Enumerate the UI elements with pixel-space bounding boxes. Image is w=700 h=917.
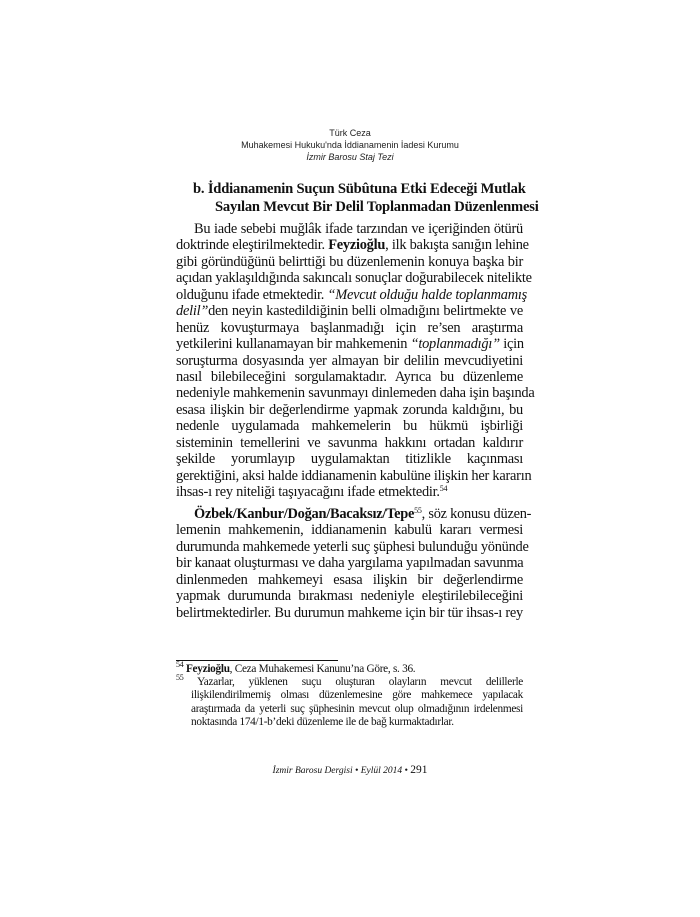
header-line-2: Muhakemesi Hukuku'nda İddianamenin İadesi Kurumu	[241, 140, 459, 150]
text-segment: gerektiğini, aksi halde iddianamenin kabulüne ilişkin her kararın	[176, 467, 532, 484]
text-segment: lemenin mahkemenin, iddianamenin kabulü kararı vermesi	[176, 522, 523, 539]
text-line	[176, 506, 532, 522]
page-number: 291	[410, 764, 428, 776]
text-line	[176, 369, 523, 385]
text-line	[176, 605, 523, 621]
text-line	[176, 538, 529, 555]
journal-issue: Eylül 2014	[360, 766, 403, 776]
text-segment: Bu iade sebebi muğlâk ifade tarzından ve içeriğinden ötürü	[194, 221, 523, 237]
quoted-text: “Mevcut olduğu halde toplanmamış	[327, 286, 527, 303]
text-segment: bir kanaat oluşturması ve daha yargılama yapılmadan savunma	[176, 555, 524, 572]
text-line	[176, 435, 523, 451]
text-segment: , Ceza Muhakemesi Kanunu’na Göre, s. 36.	[229, 663, 416, 675]
text-line	[176, 336, 523, 352]
footnote-0	[176, 660, 523, 676]
text-line	[176, 385, 535, 402]
text-segment: yetkilerini kullanamayan bir mahkemenin	[176, 336, 411, 353]
text-line	[176, 484, 523, 500]
text-segment: den neyin kastedildiğinin belli olmadığını belirtmekte ve	[208, 303, 523, 320]
footnote-ref: 54	[176, 660, 184, 669]
footnote-line	[176, 673, 523, 689]
author-name: Feyzioğlu	[185, 663, 230, 675]
text-line	[176, 467, 532, 484]
text-line	[176, 353, 523, 369]
text-line	[176, 320, 523, 336]
text-segment: esasa ilişkin bir değerlendirme yapmak zorunda kaldığını, bu	[176, 401, 523, 418]
text-segment: noktasında 174/1-b’deki düzenleme ile de bağ kurmaktadırlar.	[191, 715, 454, 728]
page-footer	[0, 764, 700, 776]
text-segment: doktrinde eleştirilmektedir.	[176, 237, 329, 254]
text-line	[176, 237, 529, 254]
text-segment: sisteminin temellerini ve savunma hakkını ortadan kaldırır	[176, 434, 523, 451]
text-segment: belirtmektedirler. Bu durumun mahkeme için bir tür ihsas-ı rey	[176, 604, 523, 621]
heading-line-2: Sayılan Mevcut Bir Delil Toplanmadan Düzenlenmesi	[215, 199, 539, 215]
text-line	[176, 572, 523, 588]
heading-line-1: b. İddianamenin Suçun Sübûtuna Etki Edeceği Mutlak	[193, 181, 526, 197]
text-line	[176, 221, 523, 237]
quoted-text: “toplanmadığı”	[410, 336, 500, 353]
text-segment: durumunda mahkemede yeterli suç şüphesi bulunduğu yönünde	[176, 538, 529, 555]
text-line	[176, 402, 523, 418]
text-line	[176, 254, 523, 270]
text-segment: nedeniyle mahkemenin savunmayı dinlemeden daha işin başında	[176, 385, 535, 402]
text-line	[176, 451, 523, 467]
text-line	[176, 418, 523, 434]
text-line	[176, 522, 523, 538]
text-segment: , söz konusu düzen-	[421, 506, 532, 522]
footer-separator: •	[402, 766, 411, 776]
footnotes	[176, 660, 523, 729]
text-segment: olduğunu ifade etmektedir.	[176, 286, 328, 303]
header-line-1: Türk Ceza	[329, 128, 371, 138]
author-name: Özbek/Kanbur/Doğan/Bacaksız/Tepe	[194, 506, 415, 522]
text-segment: soruşturma dosyasında yer almayan bir delilin mevcudiyetini	[176, 352, 523, 369]
text-line	[176, 303, 523, 319]
footnote-line	[176, 689, 523, 702]
footnote-ref: 55	[414, 506, 422, 515]
footnote-1	[176, 673, 523, 729]
text-line	[176, 286, 527, 303]
footnote-line	[176, 716, 523, 729]
footnote-line	[176, 660, 523, 676]
section-heading	[193, 180, 539, 216]
paragraph-1	[176, 221, 535, 500]
text-segment: Yazarlar, yüklenen suçu oluşturan olayların mevcut delillerle	[183, 676, 523, 689]
text-segment: için	[499, 336, 524, 353]
text-segment: henüz kovuşturmaya başlanmadığı için re’sen araştırma	[176, 319, 523, 336]
text-segment: gibi göründüğünü belirttiği bu düzenlemenin konuya başka bir	[176, 253, 523, 270]
text-segment: nedenle uygulamada mahkemelerin bu hükmü işbirliği	[176, 418, 523, 435]
journal-name: İzmir Barosu Dergisi	[272, 766, 353, 776]
text-segment: şekilde yorumlayıp uygulamaktan titizlikle kaçınması	[176, 451, 523, 468]
footnote-ref: 54	[439, 484, 448, 493]
running-header	[0, 127, 700, 163]
header-line-3: İzmir Barosu Staj Tezi	[306, 152, 394, 162]
text-line	[176, 588, 523, 604]
quoted-text: delil”	[176, 303, 209, 320]
text-segment: yapmak durumunda bırakması nedeniyle eleştirilebileceğini	[176, 588, 523, 605]
text-line	[176, 270, 532, 287]
text-segment: açıdan yaklaşıldığında sakıncalı sonuçlar doğurabilecek nitelikte	[176, 270, 532, 287]
footer-separator: •	[352, 766, 361, 776]
paragraph-2	[176, 506, 532, 621]
text-segment: ihsas-ı rey niteliği taşıyacağını ifade etmektedir.	[176, 484, 440, 500]
footnote-line	[176, 703, 523, 716]
footnote-ref: 55	[176, 673, 184, 683]
text-segment: nasıl bilebileceğini sorgulamaktadır. Ayrıca bu düzenleme	[176, 368, 523, 385]
author-name: Feyzioğlu	[328, 237, 386, 254]
text-segment: araştırmada da yeterli suç şüphesinin mevcut olup olmadığının irdelenmesi	[191, 702, 523, 715]
text-line	[176, 555, 523, 571]
footnote-separator	[176, 660, 338, 661]
text-segment: ilişkilendirilmemiş olması düzenlemesine göre mahkemece yapılacak	[191, 689, 523, 702]
text-segment: , ilk bakışta sanığın lehine	[385, 237, 529, 254]
text-segment: dinlenmeden mahkemeyi esasa ilişkin bir değerlendirme	[176, 571, 523, 588]
